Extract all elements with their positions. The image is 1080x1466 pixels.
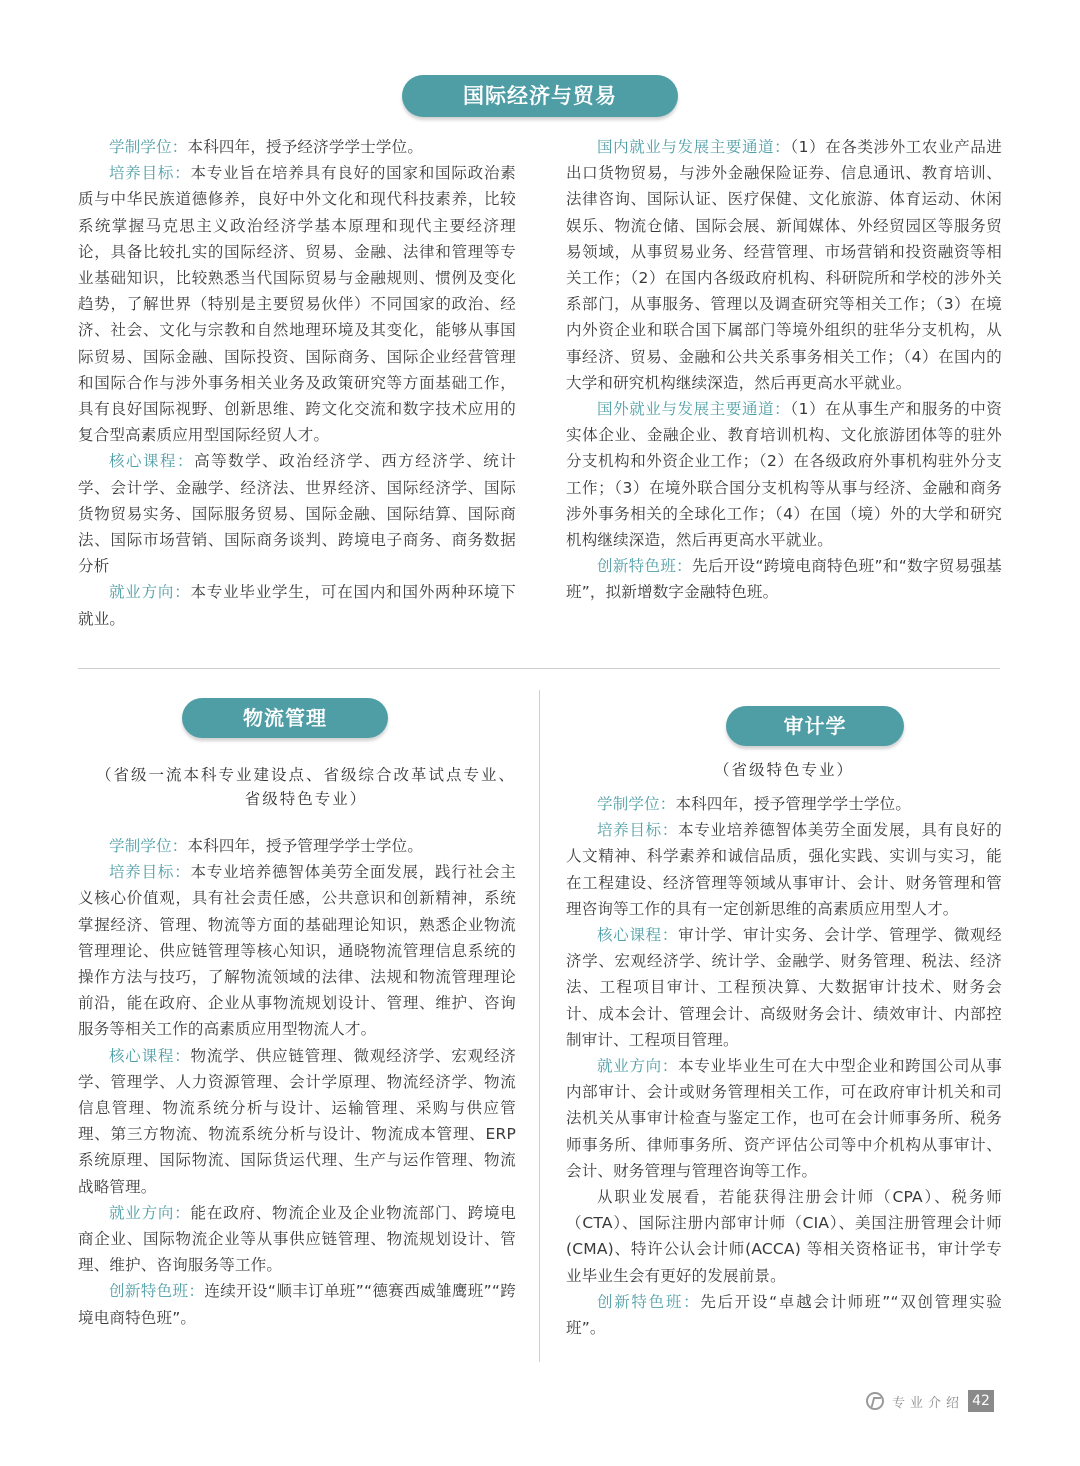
field-text: 本专业培养德智体美劳全面发展，践行社会主义核心价值观，具有社会责任感，公共意识和创新精神，系统掌握经济、管理、物流等方面的基础理论知识，熟悉企业物流管理理论、供应链管理等核心知识，通晓物流管理信息系统的操作方法与技巧，了解物流领域的法律、法规和物流管理理论前沿，能在政府、企业从事物流规划设计、管理、维护、咨询服务等相关工作的高素质应用型物流人才。 (78, 863, 516, 1039)
field-label: 国外就业与发展主要通道： (597, 400, 791, 419)
field-text: 物流学、供应链管理、微观经济学、宏观经济学、管理学、人力资源管理、会计学原理、物流经济学、物流信息管理、物流系统分析与设计、运输管理、采购与供应管理、第三方物流、物流系统分析与设计、物流成本管理、ERP 系统原理、国际物流、国际货运代理、生产与运作管理、物流战略管理。 (78, 1046, 516, 1196)
section-title-audit: 审计学 (726, 706, 904, 746)
field-text: （1）在从事生产和服务的中资实体企业、金融企业、教育培训机构、文化旅游团体等的驻外分支机构和外资企业工作；（2）在各级政府外事机构驻外分支工作；（3）在境外联合国分支机构等从事与经济、金融和商务涉外事务相关的全球化工作；（4）在国（境）外的大学和研究机构继续深造，然后再更高水平就业。 (566, 400, 1002, 550)
intl-trade-goal (78, 160, 516, 448)
intl-trade-overseas-path (566, 396, 1002, 553)
field-text: 本科四年，授予管理学学士学位。 (187, 837, 424, 855)
section-divider (78, 668, 1000, 669)
field-text: （1）在各类涉外工农业产品进出口货物贸易，与涉外金融保险证券、信息通讯、教育培训、法律咨询、国际认证、医疗保健、文化旅游、体育运动、休闲娱乐、物流仓储、国际会展、新闻媒体、外经贸园区等服务贸易领域，从事贸易业务、经营管理、市场营销和投资融资等相关工作；（2）在国内各级政府机构、科研院所和学校的涉外关系部门，从事服务、管理以及调查研究等相关工作；（3）在境内外资企业和联合国下属部门等境外组织的驻华分支机构，从事经济、贸易、金融和公共关系事务相关工作；（4）在国内的大学和研究机构继续深造，然后再更高水平就业。 (566, 138, 1002, 392)
intl-trade-left-column (78, 134, 516, 632)
intl-trade-courses (78, 448, 516, 579)
field-text: 审计学、审计实务、会计学、管理学、微观经济学、宏观经济学、统计学、金融学、财务管理、税法、经济法、工程项目审计、工程预决算、大数据审计技术、财务会计、成本会计、管理会计、高级财务会计、绩效审计、内部控制审计、工程项目管理。 (566, 926, 1002, 1049)
audit-courses (566, 922, 1002, 1053)
logistics-column (78, 833, 516, 1331)
logistics-courses (78, 1043, 516, 1200)
field-text: 本专业毕业生可在大中型企业和跨国公司从事内部审计、会计或财务管理相关工作，可在政府审计机关和司法机关从事审计检查与鉴定工作，也可在会计师事务所、税务师事务所、律师事务所、资产评估公司等中介机构从事审计、会计、财务管理与管理咨询等工作。 (566, 1057, 1002, 1180)
school-logo-icon (866, 1392, 884, 1410)
column-divider (539, 690, 540, 1362)
field-label: 创新特色班： (109, 1282, 205, 1301)
page-footer (866, 1390, 994, 1412)
field-text: 本专业旨在培养具有良好的国家和国际政治素质与中华民族道德修养，良好中外文化和现代科技素养，比较系统掌握马克思主义政治经济学基本原理和现代主要经济理论，具备比较扎实的国际经济、贸易、金融、法律和管理等专业基础知识，比较熟悉当代国际贸易与金融规则、惯例及变化趋势，了解世界（特别是主要贸易伙伴）不同国家的政治、经济、社会、文化与宗教和自然地理环境及其变化，能够从事国际贸易、国际金融、国际投资、国际商务、国际企业经营管理和国际合作与涉外事务相关业务及政策研究等方面基础工作，具有良好国际视野、创新思维、跨文化交流和数字技术应用的复合型高素质应用型国际经贸人才。 (78, 164, 516, 445)
field-label: 培养目标： (109, 863, 191, 882)
field-label: 核心课程： (109, 1046, 191, 1065)
field-text: 本科四年，授予管理学学士学位。 (675, 795, 912, 813)
audit-column (566, 791, 1002, 1341)
field-label: 就业方向： (109, 583, 191, 602)
audit-career-development (566, 1184, 1002, 1289)
intl-trade-degree (78, 134, 516, 160)
section-title-logistics: 物流管理 (182, 698, 388, 738)
field-label: 核心课程： (109, 452, 195, 471)
field-label: 国内就业与发展主要通道： (597, 138, 791, 156)
field-label: 就业方向： (597, 1057, 679, 1076)
field-text: 本科四年，授予经济学学士学位。 (187, 138, 424, 156)
field-label: 培养目标： (597, 821, 679, 840)
field-label: 就业方向： (109, 1203, 191, 1222)
logistics-subtitle: （省级一流本科专业建设点、省级综合改革试点专业、省级特色专业） (96, 766, 517, 808)
audit-special-class (566, 1289, 1002, 1341)
field-text: 本专业毕业学生，可在国内和国外两种环境下就业。 (78, 583, 516, 628)
logistics-special-class (78, 1278, 516, 1330)
field-text: 能在政府、物流企业及企业物流部门、跨境电商企业、国际物流企业等从事供应链管理、物流规划设计、管理、维护、咨询服务等工作。 (78, 1203, 516, 1275)
field-text: 先后开设“跨境电商特色班”和“数字贸易强基班”，拟新增数字金融特色班。 (566, 557, 1002, 602)
field-text: 从职业发展看，若能获得注册会计师（CPA）、税务师（CTA）、国际注册内部审计师（CIA）、美国注册管理会计师(CMA)、特许公认会计师(ACCA) 等相关资格证书，审计学专业毕业生会有更好的发展前景。 (566, 1188, 1002, 1285)
logistics-degree (78, 833, 516, 859)
audit-degree (566, 791, 1002, 817)
audit-subtitle: （省级特色专业） (713, 761, 854, 779)
intl-trade-employment (78, 579, 516, 631)
logistics-employment (78, 1200, 516, 1279)
field-label: 核心课程： (597, 926, 679, 945)
field-text: 先后开设“卓越会计师班”“双创管理实验班”。 (566, 1292, 1002, 1338)
field-label: 创新特色班： (597, 557, 693, 576)
field-label: 创新特色班： (597, 1292, 701, 1311)
page-number: 42 (968, 1390, 994, 1412)
field-label: 学制学位： (109, 837, 188, 855)
field-text: 连续开设“顺丰订单班”“德赛西威雏鹰班”“跨境电商特色班”。 (78, 1282, 516, 1327)
field-text: 本专业培养德智体美劳全面发展，具有良好的人文精神、科学素养和诚信品质，强化实践、实训与实习，能在工程建设、经济管理等领域从事审计、会计、财务管理和管理咨询等工作的具有一定创新思维的高素质应用型人才。 (566, 821, 1002, 918)
intl-trade-special-class (566, 553, 1002, 605)
footer-label: 专业介绍 (892, 1395, 965, 1411)
audit-employment (566, 1053, 1002, 1184)
field-label: 学制学位： (109, 138, 188, 156)
intl-trade-right-column (566, 134, 1002, 606)
field-label: 培养目标： (109, 164, 191, 183)
intl-trade-domestic-path (566, 134, 1002, 396)
logistics-goal (78, 859, 516, 1042)
section-title-intl-trade: 国际经济与贸易 (402, 75, 678, 117)
field-label: 学制学位： (597, 795, 676, 813)
field-text: 高等数学、政治经济学、西方经济学、统计学、会计学、金融学、经济法、世界经济、国际经济学、国际货物贸易实务、国际服务贸易、国际金融、国际结算、国际商法、国际市场营销、国际商务谈判、跨境电子商务、商务数据分析 (78, 452, 516, 576)
audit-goal (566, 817, 1002, 922)
